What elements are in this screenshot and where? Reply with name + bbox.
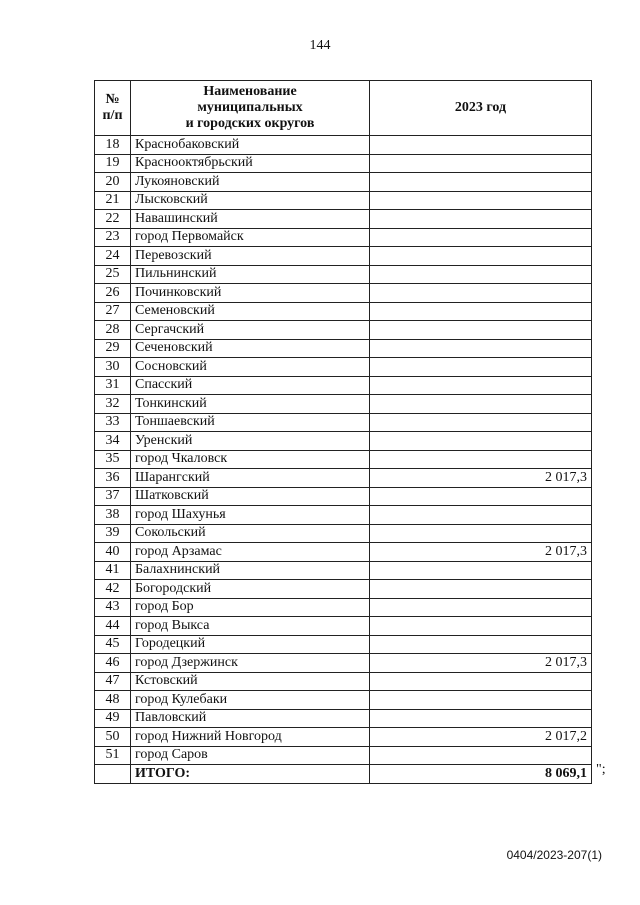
table-row bbox=[95, 228, 592, 247]
row-number: 43 bbox=[95, 598, 131, 617]
row-number: 23 bbox=[95, 228, 131, 247]
value-2023 bbox=[370, 284, 592, 303]
row-number: 42 bbox=[95, 580, 131, 599]
municipality-name: Сосновский bbox=[131, 358, 370, 377]
row-number: 46 bbox=[95, 654, 131, 673]
municipality-name: Кстовский bbox=[131, 672, 370, 691]
table-row bbox=[95, 580, 592, 599]
municipality-name: город Дзержинск bbox=[131, 654, 370, 673]
value-2023 bbox=[370, 691, 592, 710]
value-2023 bbox=[370, 228, 592, 247]
value-2023 bbox=[370, 191, 592, 210]
row-number: 44 bbox=[95, 617, 131, 636]
row-number: 25 bbox=[95, 265, 131, 284]
value-2023 bbox=[370, 506, 592, 525]
municipality-name: Шатковский bbox=[131, 487, 370, 506]
value-2023 bbox=[370, 672, 592, 691]
total-number-cell bbox=[95, 765, 131, 784]
row-number: 29 bbox=[95, 339, 131, 358]
table-row bbox=[95, 561, 592, 580]
municipality-name: Тоншаевский bbox=[131, 413, 370, 432]
value-2023 bbox=[370, 635, 592, 654]
value-2023 bbox=[370, 487, 592, 506]
municipality-name: город Арзамас bbox=[131, 543, 370, 562]
municipality-name: Тонкинский bbox=[131, 395, 370, 414]
table-row bbox=[95, 321, 592, 340]
municipality-name: город Шахунья bbox=[131, 506, 370, 525]
municipality-name: Спасский bbox=[131, 376, 370, 395]
header-municipality-name: Наименование муниципальных и городских округов bbox=[131, 81, 370, 136]
value-2023 bbox=[370, 265, 592, 284]
row-number: 30 bbox=[95, 358, 131, 377]
table-row bbox=[95, 376, 592, 395]
table-row bbox=[95, 136, 592, 155]
value-2023 bbox=[370, 154, 592, 173]
municipality-name: город Бор bbox=[131, 598, 370, 617]
table-row bbox=[95, 247, 592, 266]
row-number: 45 bbox=[95, 635, 131, 654]
municipality-name: Пильнинский bbox=[131, 265, 370, 284]
table-row bbox=[95, 284, 592, 303]
municipality-name: Уренский bbox=[131, 432, 370, 451]
table-row bbox=[95, 524, 592, 543]
header-year-2023: 2023 год bbox=[370, 81, 592, 136]
row-number: 37 bbox=[95, 487, 131, 506]
table-row bbox=[95, 728, 592, 747]
table-row bbox=[95, 709, 592, 728]
municipality-name: город Выкса bbox=[131, 617, 370, 636]
value-2023 bbox=[370, 580, 592, 599]
municipality-name: Городецкий bbox=[131, 635, 370, 654]
table-header-row bbox=[95, 81, 592, 136]
municipality-name: город Саров bbox=[131, 746, 370, 765]
row-number: 26 bbox=[95, 284, 131, 303]
row-number: 20 bbox=[95, 173, 131, 192]
value-2023 bbox=[370, 432, 592, 451]
table-row bbox=[95, 432, 592, 451]
municipality-name: Павловский bbox=[131, 709, 370, 728]
table-row bbox=[95, 413, 592, 432]
total-label: ИТОГО: bbox=[131, 765, 370, 784]
municipality-name: Сергачский bbox=[131, 321, 370, 340]
value-2023 bbox=[370, 247, 592, 266]
municipality-name: город Первомайск bbox=[131, 228, 370, 247]
row-number: 47 bbox=[95, 672, 131, 691]
table-row bbox=[95, 506, 592, 525]
value-2023: 2 017,3 bbox=[370, 543, 592, 562]
value-2023 bbox=[370, 321, 592, 340]
municipality-name: Сеченовский bbox=[131, 339, 370, 358]
value-2023: 2 017,3 bbox=[370, 654, 592, 673]
municipality-name: Починковский bbox=[131, 284, 370, 303]
row-number: 18 bbox=[95, 136, 131, 155]
value-2023: 2 017,3 bbox=[370, 469, 592, 488]
row-number: 33 bbox=[95, 413, 131, 432]
table-row bbox=[95, 191, 592, 210]
value-2023 bbox=[370, 302, 592, 321]
document-code: 0404/2023-207(1) bbox=[506, 848, 602, 862]
table-row bbox=[95, 617, 592, 636]
municipality-name: Богородский bbox=[131, 580, 370, 599]
row-number: 31 bbox=[95, 376, 131, 395]
value-2023 bbox=[370, 358, 592, 377]
row-number: 27 bbox=[95, 302, 131, 321]
value-2023 bbox=[370, 395, 592, 414]
value-2023 bbox=[370, 136, 592, 155]
row-number: 39 bbox=[95, 524, 131, 543]
row-number: 35 bbox=[95, 450, 131, 469]
table-row bbox=[95, 746, 592, 765]
table-row bbox=[95, 358, 592, 377]
table-row bbox=[95, 154, 592, 173]
municipality-name: город Чкаловск bbox=[131, 450, 370, 469]
value-2023 bbox=[370, 339, 592, 358]
municipality-name: Краснооктябрьский bbox=[131, 154, 370, 173]
municipality-name: город Нижний Новгород bbox=[131, 728, 370, 747]
table-row bbox=[95, 450, 592, 469]
table-row bbox=[95, 210, 592, 229]
table-row bbox=[95, 691, 592, 710]
municipality-name: город Кулебаки bbox=[131, 691, 370, 710]
value-2023 bbox=[370, 746, 592, 765]
municipality-name: Навашинский bbox=[131, 210, 370, 229]
municipality-name: Шарангский bbox=[131, 469, 370, 488]
total-row bbox=[95, 765, 592, 784]
value-2023 bbox=[370, 709, 592, 728]
row-number: 24 bbox=[95, 247, 131, 266]
row-number: 51 bbox=[95, 746, 131, 765]
table-row bbox=[95, 672, 592, 691]
row-number: 40 bbox=[95, 543, 131, 562]
table-row bbox=[95, 598, 592, 617]
row-number: 38 bbox=[95, 506, 131, 525]
allocation-table bbox=[94, 80, 592, 784]
value-2023 bbox=[370, 210, 592, 229]
row-number: 48 bbox=[95, 691, 131, 710]
row-number: 28 bbox=[95, 321, 131, 340]
table-row bbox=[95, 635, 592, 654]
closing-quote: "; bbox=[596, 762, 606, 777]
value-2023 bbox=[370, 561, 592, 580]
row-number: 41 bbox=[95, 561, 131, 580]
table-row bbox=[95, 654, 592, 673]
municipality-name: Перевозский bbox=[131, 247, 370, 266]
table-row bbox=[95, 469, 592, 488]
municipality-name: Семеновский bbox=[131, 302, 370, 321]
table-row bbox=[95, 173, 592, 192]
row-number: 50 bbox=[95, 728, 131, 747]
table-row bbox=[95, 265, 592, 284]
value-2023 bbox=[370, 598, 592, 617]
table-row bbox=[95, 339, 592, 358]
value-2023 bbox=[370, 376, 592, 395]
row-number: 34 bbox=[95, 432, 131, 451]
table-row bbox=[95, 302, 592, 321]
header-number: № п/п bbox=[95, 81, 131, 136]
table-row bbox=[95, 543, 592, 562]
row-number: 36 bbox=[95, 469, 131, 488]
row-number: 21 bbox=[95, 191, 131, 210]
row-number: 22 bbox=[95, 210, 131, 229]
municipality-name: Сокольский bbox=[131, 524, 370, 543]
row-number: 32 bbox=[95, 395, 131, 414]
value-2023 bbox=[370, 617, 592, 636]
value-2023 bbox=[370, 450, 592, 469]
page-number: 144 bbox=[309, 38, 331, 53]
municipality-name: Лысковский bbox=[131, 191, 370, 210]
municipality-name: Балахнинский bbox=[131, 561, 370, 580]
row-number: 49 bbox=[95, 709, 131, 728]
value-2023 bbox=[370, 524, 592, 543]
value-2023: 2 017,2 bbox=[370, 728, 592, 747]
municipality-name: Лукояновский bbox=[131, 173, 370, 192]
value-2023 bbox=[370, 173, 592, 192]
total-value: 8 069,1 bbox=[370, 765, 592, 784]
table-row bbox=[95, 487, 592, 506]
row-number: 19 bbox=[95, 154, 131, 173]
table-row bbox=[95, 395, 592, 414]
municipality-name: Краснобаковский bbox=[131, 136, 370, 155]
value-2023 bbox=[370, 413, 592, 432]
